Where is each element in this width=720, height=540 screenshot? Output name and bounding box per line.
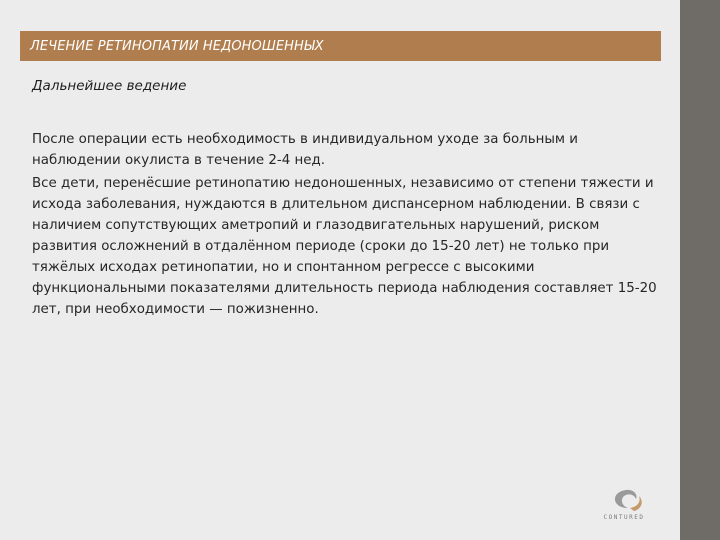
- logo-wordmark: CONTURED: [603, 514, 645, 521]
- body-paragraph-2: Все дети, перенёсшие ретинопатию недоношенных, независимо от степени тяжести и исхода заболевания, нуждаются в длительном диспансерном наблюдении. В связи с наличием сопутствующих аметропий и глазодвигательных нарушений, риском развития осложнений в отдалённом периоде (сроки до 15-20 лет) не только при тяжёлых исходах ретинопатии, но и спонтанном регрессе с высокими функциональными показателями длительность периода наблюдения составляет 15-20 лет, при необходимости — пожизненно.: [32, 176, 657, 317]
- brand-logo: [594, 486, 654, 526]
- right-side-strip: [680, 0, 720, 540]
- title-bar: [20, 31, 661, 61]
- slide-body: [32, 129, 662, 322]
- slide-title: ЛЕЧЕНИЕ РЕТИНОПАТИИ НЕДОНОШЕННЫХ: [30, 38, 324, 54]
- logo-swirl-icon: [594, 486, 654, 516]
- body-paragraph-1: После операции есть необходимость в индивидуальном уходе за больным и наблюдении окулиста в течение 2-4 нед.: [32, 132, 578, 168]
- slide-subtitle: Дальнейшее ведение: [32, 78, 187, 94]
